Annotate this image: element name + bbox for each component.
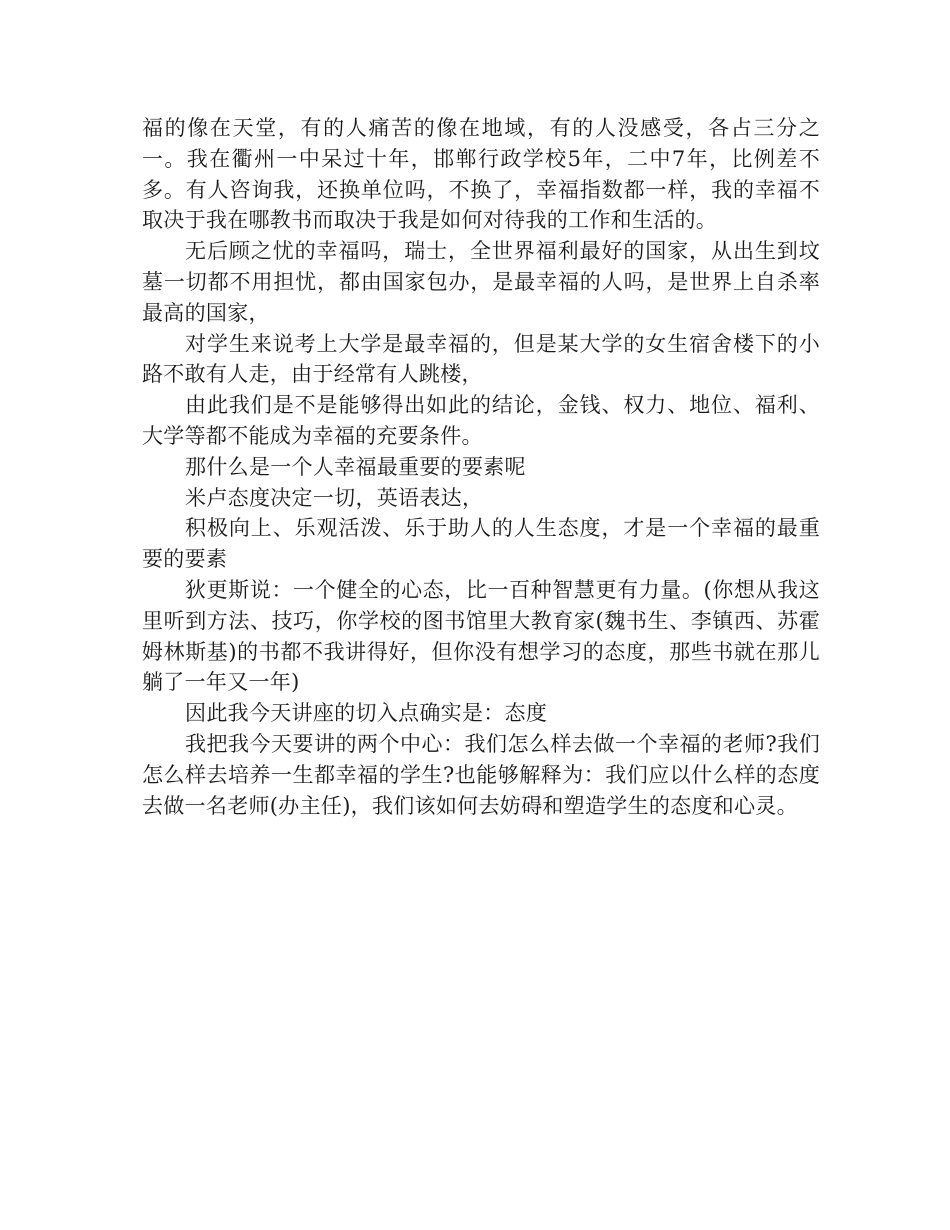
body-paragraph: 由此我们是不是能够得出如此的结论，金钱、权力、地位、福利、大学等都不能成为幸福的充要条件。 bbox=[142, 393, 820, 448]
body-paragraph: 狄更斯说：一个健全的心态，比一百种智慧更有力量。(你想从我这里听到方法、技巧，你学校的图书馆里大教育家(魏书生、李镇西、苏霍姆林斯基)的书都不我讲得好，但你没有想学习的态度，那些书就在那儿躺了一年又一年) bbox=[142, 577, 820, 695]
body-paragraph: 无后顾之忧的幸福吗，瑞士，全世界福利最好的国家，从出生到坟墓一切都不用担忧，都由国家包办，是最幸福的人吗，是世界上自杀率最高的国家， bbox=[142, 239, 820, 325]
body-paragraph: 积极向上、乐观活泼、乐于助人的人生态度，才是一个幸福的最重要的要素 bbox=[142, 516, 820, 572]
body-paragraph: 福的像在天堂，有的人痛苦的像在地域，有的人没感受，各占三分之一。我在衢州一中呆过十年，邯郸行政学校5年，二中7年，比例差不多。有人咨询我，还换单位吗，不换了，幸福指数都一样，我的幸福不取决于我在哪教书而取决于我是如何对待我的工作和生活的。 bbox=[142, 116, 820, 233]
body-paragraph: 米卢态度决定一切，英语表达， bbox=[185, 485, 484, 510]
body-paragraph: 对学生来说考上大学是最幸福的，但是某大学的女生宿舍楼下的小路不敢有人走，由于经常有人跳楼， bbox=[142, 331, 820, 387]
body-paragraph: 那什么是一个人幸福最重要的要素呢 bbox=[185, 454, 526, 479]
body-paragraph: 因此我今天讲座的切入点确实是：态度 bbox=[185, 701, 548, 726]
body-paragraph: 我把我今天要讲的两个中心：我们怎么样去做一个幸福的老师?我们怎么样去培养一生都幸福的学生?也能够解释为：我们应以什么样的态度去做一名老师(办主任)，我们该如何去妨碍和塑造学生的态度和心灵。 bbox=[142, 731, 820, 818]
